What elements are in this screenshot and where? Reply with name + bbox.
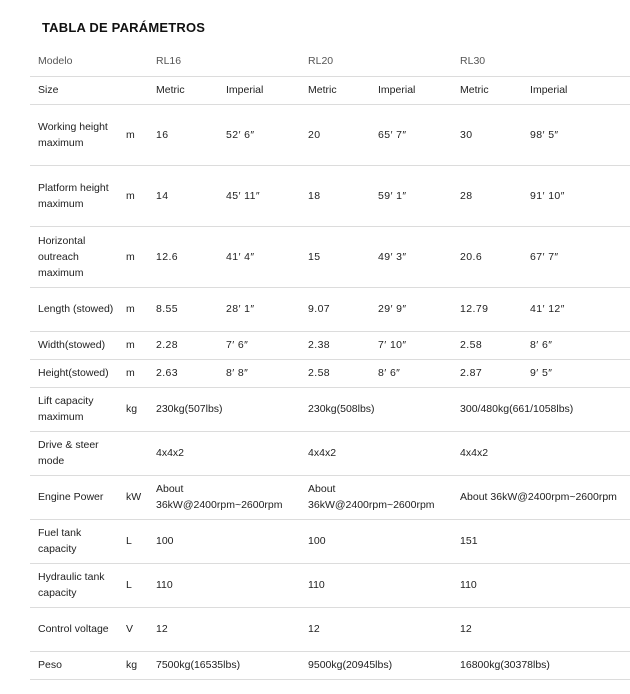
cell: 8.55 (148, 287, 218, 331)
row-label: Horizontal outreach maximum (30, 226, 118, 287)
cell: 41′ 12″ (522, 287, 630, 331)
cell: 2.58 (452, 331, 522, 359)
cell: 8′ 6″ (522, 331, 630, 359)
row-label: Width(stowed) (30, 331, 118, 359)
row-label: Lift capacity maximum (30, 387, 118, 431)
table-row (30, 165, 630, 226)
cell: 9′ 5″ (522, 359, 630, 387)
row-unit: m (118, 287, 148, 331)
cell: 12.79 (452, 287, 522, 331)
cell: 2.63 (148, 359, 218, 387)
row-unit: m (118, 331, 148, 359)
cell: 18 (300, 165, 370, 226)
row-unit: V (118, 607, 148, 651)
model-rl16: RL16 (148, 46, 300, 76)
cell: 98′ 5″ (522, 104, 630, 165)
row-unit (118, 431, 148, 475)
row-label: Engine Power (30, 475, 118, 519)
cell: 16800kg(30378lbs) (452, 651, 630, 679)
table-row (30, 475, 630, 519)
row-unit: L (118, 563, 148, 607)
cell: 110 (300, 563, 452, 607)
cell: 8′ 8″ (218, 359, 300, 387)
cell: 28 (452, 165, 522, 226)
cell: About 36kW@2400rpm~2600rpm (300, 475, 452, 519)
page-title: TABLA DE PARÁMETROS (42, 20, 206, 35)
cell: 7500kg(16535lbs) (148, 651, 300, 679)
cell: 12 (148, 607, 300, 651)
cell: 16 (148, 104, 218, 165)
imperial-label: Imperial (522, 76, 630, 104)
metric-label: Metric (452, 76, 522, 104)
cell: 2.58 (300, 359, 370, 387)
cell: 45′ 11″ (218, 165, 300, 226)
cell: 14 (148, 165, 218, 226)
cell: 110 (452, 563, 630, 607)
cell: 9.07 (300, 287, 370, 331)
cell: 2.38 (300, 331, 370, 359)
row-label: Drive & steer mode (30, 431, 118, 475)
cell: 29′ 9″ (370, 287, 452, 331)
imperial-label: Imperial (218, 76, 300, 104)
cell: 7′ 10″ (370, 331, 452, 359)
table-header-row (30, 46, 630, 76)
row-unit: kW (118, 475, 148, 519)
row-label: Platform height maximum (30, 165, 118, 226)
table-row (30, 607, 630, 651)
table-subheader-row (30, 76, 630, 104)
imperial-label: Imperial (370, 76, 452, 104)
cell: 4x4x2 (452, 431, 630, 475)
cell: 7′ 6″ (218, 331, 300, 359)
row-label: Hydraulic tank capacity (30, 563, 118, 607)
cell: 12 (452, 607, 630, 651)
table-row (30, 387, 630, 431)
cell: 59′ 1″ (370, 165, 452, 226)
table-row (30, 431, 630, 475)
cell: 20 (300, 104, 370, 165)
row-label: Control voltage (30, 607, 118, 651)
table-row (30, 104, 630, 165)
row-unit: m (118, 104, 148, 165)
model-rl30: RL30 (452, 46, 630, 76)
table-row (30, 226, 630, 287)
cell: 100 (300, 519, 452, 563)
cell: 9500kg(20945lbs) (300, 651, 452, 679)
cell: 2.87 (452, 359, 522, 387)
row-unit: m (118, 165, 148, 226)
cell: 41′ 4″ (218, 226, 300, 287)
metric-label: Metric (148, 76, 218, 104)
cell: 230kg(508lbs) (300, 387, 452, 431)
cell: 230kg(507lbs) (148, 387, 300, 431)
cell: 65′ 7″ (370, 104, 452, 165)
cell: 67′ 7″ (522, 226, 630, 287)
metric-label: Metric (300, 76, 370, 104)
cell: 8′ 6″ (370, 359, 452, 387)
cell: 20.6 (452, 226, 522, 287)
cell: 49′ 3″ (370, 226, 452, 287)
table-row (30, 287, 630, 331)
row-label: Length (stowed) (30, 287, 118, 331)
cell: 28′ 1″ (218, 287, 300, 331)
row-label: Peso (30, 651, 118, 679)
cell: 300/480kg(661/1058lbs) (452, 387, 630, 431)
row-label: Working height maximum (30, 104, 118, 165)
cell: 4x4x2 (300, 431, 452, 475)
cell: 100 (148, 519, 300, 563)
cell: 12 (300, 607, 452, 651)
cell: About 36kW@2400rpm~2600rpm (148, 475, 300, 519)
parameters-table-container[interactable] (30, 46, 617, 686)
row-unit: kg (118, 651, 148, 679)
model-rl20: RL20 (300, 46, 452, 76)
cell: 52′ 6″ (218, 104, 300, 165)
table-row (30, 359, 630, 387)
cell: 110 (148, 563, 300, 607)
table-row (30, 331, 630, 359)
row-unit: kg (118, 387, 148, 431)
table-row (30, 519, 630, 563)
cell: 2.28 (148, 331, 218, 359)
header-label: Modelo (30, 46, 118, 76)
size-label: Size (30, 76, 118, 104)
cell: 15 (300, 226, 370, 287)
cell: 12.6 (148, 226, 218, 287)
row-unit: m (118, 226, 148, 287)
row-label: Fuel tank capacity (30, 519, 118, 563)
row-label: Height(stowed) (30, 359, 118, 387)
cell: About 36kW@2400rpm~2600rpm (452, 475, 630, 519)
row-unit: m (118, 359, 148, 387)
cell: 91′ 10″ (522, 165, 630, 226)
cell: 4x4x2 (148, 431, 300, 475)
table-row (30, 563, 630, 607)
cell: 151 (452, 519, 630, 563)
row-unit: L (118, 519, 148, 563)
cell: 30 (452, 104, 522, 165)
table-row (30, 651, 630, 679)
parameters-table (30, 46, 630, 680)
